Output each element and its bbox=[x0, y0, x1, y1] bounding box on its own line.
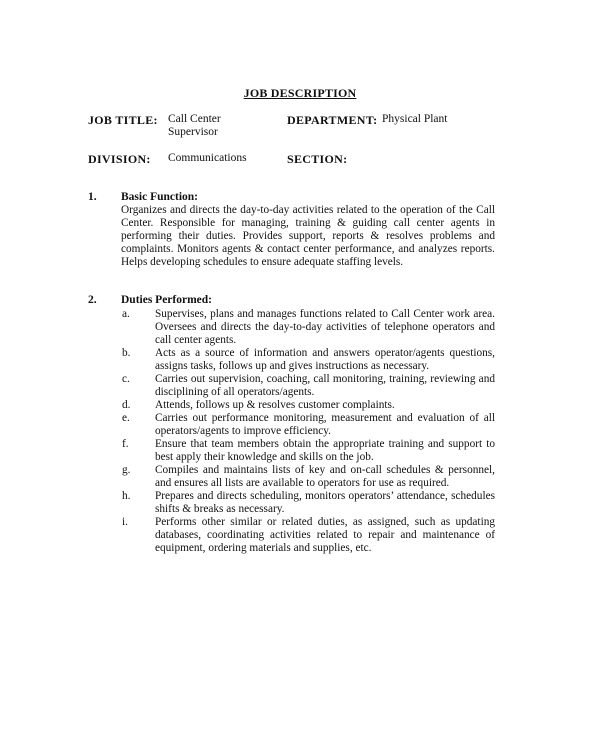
duty-item bbox=[0, 373, 600, 399]
division-label: DIVISION: bbox=[88, 152, 151, 166]
duty-item bbox=[0, 399, 600, 411]
duty-letter: i. bbox=[122, 516, 128, 528]
duty-text: Performs other similar or related duties, as assigned, such as updating databases, coordinating activities related to repair and maintenance of equipment, ordering materials and supplies, etc. bbox=[155, 516, 495, 555]
duty-text: Ensure that team members obtain the appropriate training and support to best apply their knowledge and skills on the job. bbox=[155, 438, 495, 464]
duty-item bbox=[0, 464, 600, 490]
duty-letter: e. bbox=[122, 412, 130, 424]
job-title-value-line2: Supervisor bbox=[168, 126, 218, 138]
duty-text: Prepares and directs scheduling, monitors operators’ attendance, schedules shifts & breaks as necessary. bbox=[155, 490, 495, 516]
basic-function-paragraph: Organizes and directs the day-to-day activities related to the operation of the Call Center. Responsible for managing, training & guiding call center agents in performing their duties. Provides support, reports & resolves problems and complaints. Monitors agents & contact center performance, and analyzes reports. Helps developing schedules to ensure adequate staffing levels. bbox=[121, 204, 495, 269]
duty-item bbox=[0, 490, 600, 516]
duty-text: Acts as a source of information and answers operator/agents questions, assigns tasks, follows up and gives instructions as necessary. bbox=[155, 347, 495, 373]
duty-letter: g. bbox=[122, 464, 131, 476]
duty-text: Compiles and maintains lists of key and on-call schedules & personnel, and ensures all lists are available to operators for use as required. bbox=[155, 464, 495, 490]
document-title: JOB DESCRIPTION bbox=[243, 86, 357, 100]
duty-letter: d. bbox=[122, 399, 131, 411]
duty-letter: b. bbox=[122, 347, 131, 359]
duty-text: Carries out supervision, coaching, call monitoring, training, reviewing and disciplining of all operators/agents. bbox=[155, 373, 495, 399]
section-heading-duties-performed: Duties Performed: bbox=[121, 294, 213, 306]
duty-item bbox=[0, 516, 600, 555]
duty-item bbox=[0, 438, 600, 464]
job-title-value-line1: Call Center bbox=[168, 113, 221, 125]
duty-item bbox=[0, 347, 600, 373]
section-label: SECTION: bbox=[287, 152, 348, 166]
duty-letter: h. bbox=[122, 490, 131, 502]
section-heading-basic-function: Basic Function: bbox=[121, 191, 198, 203]
section-number: 1. bbox=[88, 191, 97, 203]
duty-letter: c. bbox=[122, 373, 130, 385]
duty-item bbox=[0, 412, 600, 438]
department-value: Physical Plant bbox=[382, 113, 448, 125]
duty-letter: f. bbox=[122, 438, 129, 450]
duty-item bbox=[0, 308, 600, 347]
duty-text: Supervises, plans and manages functions related to Call Center work area. Oversees and directs the day-to-day activities of telephone operators and call center agents. bbox=[155, 308, 495, 347]
division-value: Communications bbox=[168, 152, 247, 164]
department-label: DEPARTMENT: bbox=[287, 113, 378, 127]
duty-letter: a. bbox=[122, 308, 130, 320]
section-number: 2. bbox=[88, 294, 97, 306]
job-title-label: JOB TITLE: bbox=[88, 113, 158, 127]
duty-text: Carries out performance monitoring, measurement and evaluation of all operators/agents to improve efficiency. bbox=[155, 412, 495, 438]
duty-text: Attends, follows up & resolves customer complaints. bbox=[155, 399, 395, 411]
